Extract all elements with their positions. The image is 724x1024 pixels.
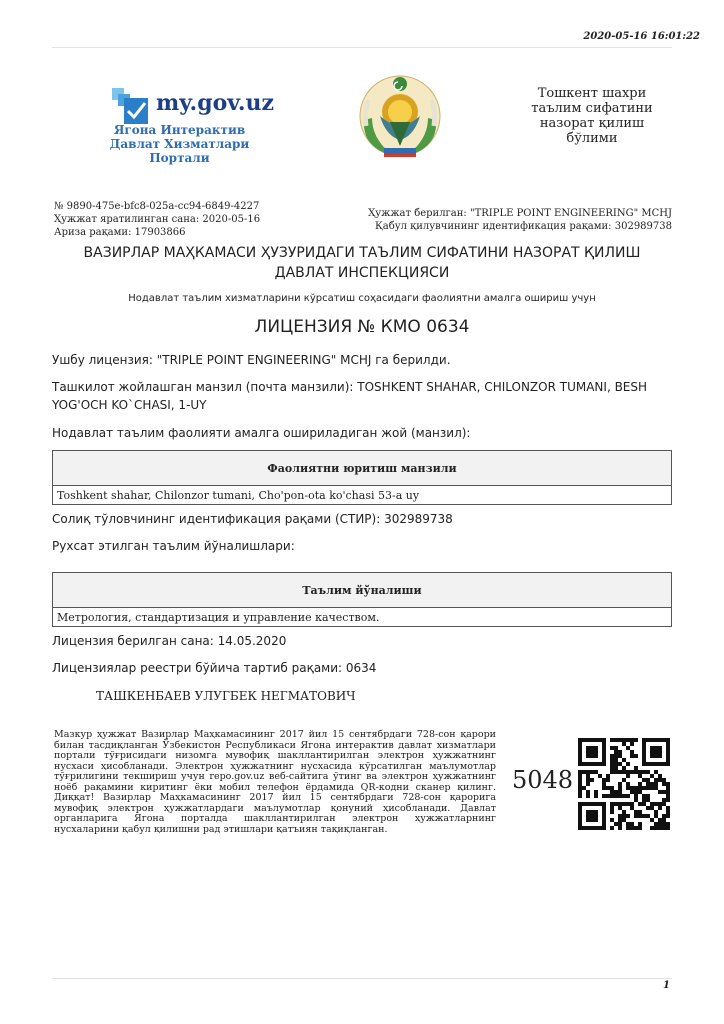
license-date-line: Лицензия берилган сана: 14.05.2020 — [52, 634, 287, 648]
activity-place-line: Нодавлат таълим фаолияти амалга ошириладиган жой (манзил): — [52, 426, 471, 440]
table-header-row — [53, 573, 672, 608]
signer-name: ТАШКЕНБАЕВ УЛУГБЕК НЕГМАТОВИЧ — [96, 689, 356, 703]
department-line: бўлими — [566, 131, 618, 146]
department-line: Тошкент шахри — [537, 86, 647, 101]
application-number: Ариза рақами: 17903866 — [54, 227, 186, 238]
page-number: 1 — [663, 980, 670, 991]
portal-logo — [82, 88, 282, 165]
table-header: Таълим йўналиши — [53, 573, 672, 608]
state-emblem-icon — [354, 70, 446, 162]
issued-to: Ҳужжат берилган: "TRIPLE POINT ENGINEERING" MCHJ — [368, 208, 672, 219]
print-timestamp: 2020-05-16 16:01:22 — [583, 31, 700, 42]
created-date: Ҳужжат яратилинган сана: 2020-05-16 — [54, 214, 261, 225]
table-cell: Toshkent shahar, Chilonzor tumani, Cho'pon-ota ko'chasi 53-a uy — [53, 486, 672, 505]
authority-title: ВАЗИРЛАР МАҲКАМАСИ ҲУЗУРИДАГИ ТАЪЛИМ СИФАТИНИ НАЗОРАТ ҚИЛИШ ДАВЛАТ ИНСПЕКЦИЯСИ — [83, 245, 641, 281]
qr-code-icon — [578, 738, 670, 830]
activity-address-table — [52, 450, 672, 505]
recipient-tin: Қабул қилувчининг идентификация рақами: 302989738 — [375, 221, 672, 232]
top-divider — [52, 47, 672, 48]
table-row — [53, 608, 672, 627]
permitted-directions-line: Рухсат этилган таълим йўналишлари: — [52, 539, 295, 553]
license-title: ЛИЦЕНЗИЯ № КМО 0634 — [254, 317, 470, 337]
department-name — [512, 86, 672, 146]
education-direction-table — [52, 572, 672, 627]
bottom-divider — [52, 978, 672, 979]
document-meta — [54, 200, 260, 239]
postal-address-line: Ташкилот жойлашган манзил (почта манзили): TOSHKENT SHAHAR, CHILONZOR TUMANI, BESH YOG'OCH KO`CHASI, 1-UY — [52, 380, 648, 412]
document-number: № 9890-475e-bfc8-025a-cc94-6849-4227 — [54, 201, 260, 212]
registry-number-line: Лицензиялар реестри бўйича тартиб рақами: 0634 — [52, 661, 377, 675]
portal-name-line1: Ягона Интерактив — [113, 123, 246, 137]
department-line: назорат қилиш — [539, 116, 645, 131]
legal-footnote: Мазкур ҳужжат Вазирлар Маҳкамасининг 2017 йил 15 сентябрдаги 728-сон қарори билан тасдиқланган Ўзбекистон Республикаси Ягона интерактив давлат хизматлари портали тўғрисидаги низомга мувофиқ шакллантирилган электрон ҳужжатнинг нусхаси ҳисобланади. Электрон ҳужжатнинг нусхасида кўрсатилган маълумотлар тўғрилигини текшириш учун repo.gov.uz веб-сайтига ўтинг ва электрон ҳужжатнинг ноёб рақамини киритинг ёки мобил телефон ёрдамида QR-кодни сканер қилинг. Диққат! Вазирлар Маҳкамасининг 2017 йил 15 сентябрдаги 728-сон қарорига мувофиқ электрон ҳужжатлардаги маълумотлар қонуний ҳисобланади. Давлат органларига Ягона порталда шакллантирилган электрон ҳужжатларнинг нусхаларини қабул қилишни рад этишлари қатъиян тақиқланган. — [54, 729, 496, 835]
table-cell: Метрология, стандартизация и управление качеством. — [53, 608, 672, 627]
issued-to-line: Ушбу лицензия: "TRIPLE POINT ENGINEERING" MCHJ га берилди. — [52, 353, 451, 367]
license-purpose: Нодавлат таълим хизматларини кўрсатиш соҳасидаги фаолиятни амалга ошириш учун — [128, 293, 596, 304]
tin-line: Солиқ тўловчининг идентификация рақами (СТИР): 302989738 — [52, 512, 453, 526]
qr-number: 5048 — [512, 766, 574, 794]
portal-domain: my.gov.uz — [156, 90, 274, 116]
department-line: таълим сифатини — [531, 101, 653, 116]
checkmark-tile-icon — [112, 88, 150, 126]
table-row — [53, 486, 672, 505]
table-header: Фаолиятни юритиш манзили — [53, 451, 672, 486]
portal-name-line2: Давлат Хизматлари Портали — [109, 137, 250, 165]
issued-meta — [368, 207, 672, 233]
table-header-row — [53, 451, 672, 486]
